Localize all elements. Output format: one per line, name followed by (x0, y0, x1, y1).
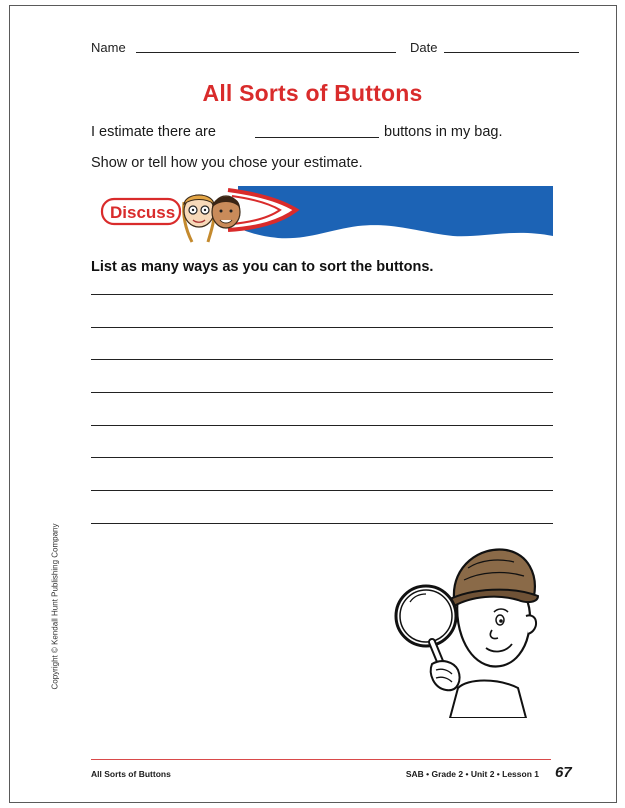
girl-face-icon (184, 195, 215, 242)
answer-line[interactable] (91, 425, 553, 426)
estimate-suffix: buttons in my bag. (384, 124, 503, 140)
footer-course-info: SAB • Grade 2 • Unit 2 • Lesson 1 (405, 769, 539, 779)
name-label: Name (91, 40, 126, 55)
page-title: All Sorts of Buttons (202, 80, 423, 106)
sort-prompt: List as many ways as you can to sort the buttons. (91, 259, 434, 275)
answer-line[interactable] (91, 457, 553, 458)
answer-line[interactable] (91, 523, 553, 524)
discuss-label: Discuss (110, 203, 176, 222)
footer-rule (91, 759, 551, 760)
show-tell-instruction: Show or tell how you chose your estimate. (91, 155, 363, 171)
estimate-field[interactable] (255, 124, 379, 138)
detective-boy-with-magnifying-glass-icon (388, 538, 548, 718)
answer-line[interactable] (91, 327, 553, 328)
name-field[interactable] (136, 40, 396, 53)
answer-line[interactable] (91, 294, 553, 295)
page-number: 67 (555, 764, 572, 781)
answer-line[interactable] (91, 392, 553, 393)
answer-line[interactable] (91, 490, 553, 491)
date-label: Date (410, 40, 438, 55)
copyright-notice: Copyright © Kendall Hunt Publishing Company (50, 523, 60, 690)
answer-line[interactable] (91, 359, 553, 360)
footer-lesson-title: All Sorts of Buttons (91, 769, 171, 779)
estimate-prefix: I estimate there are (91, 124, 216, 140)
boy-face-icon (212, 196, 240, 228)
discuss-banner (88, 180, 553, 250)
date-field[interactable] (444, 40, 579, 53)
